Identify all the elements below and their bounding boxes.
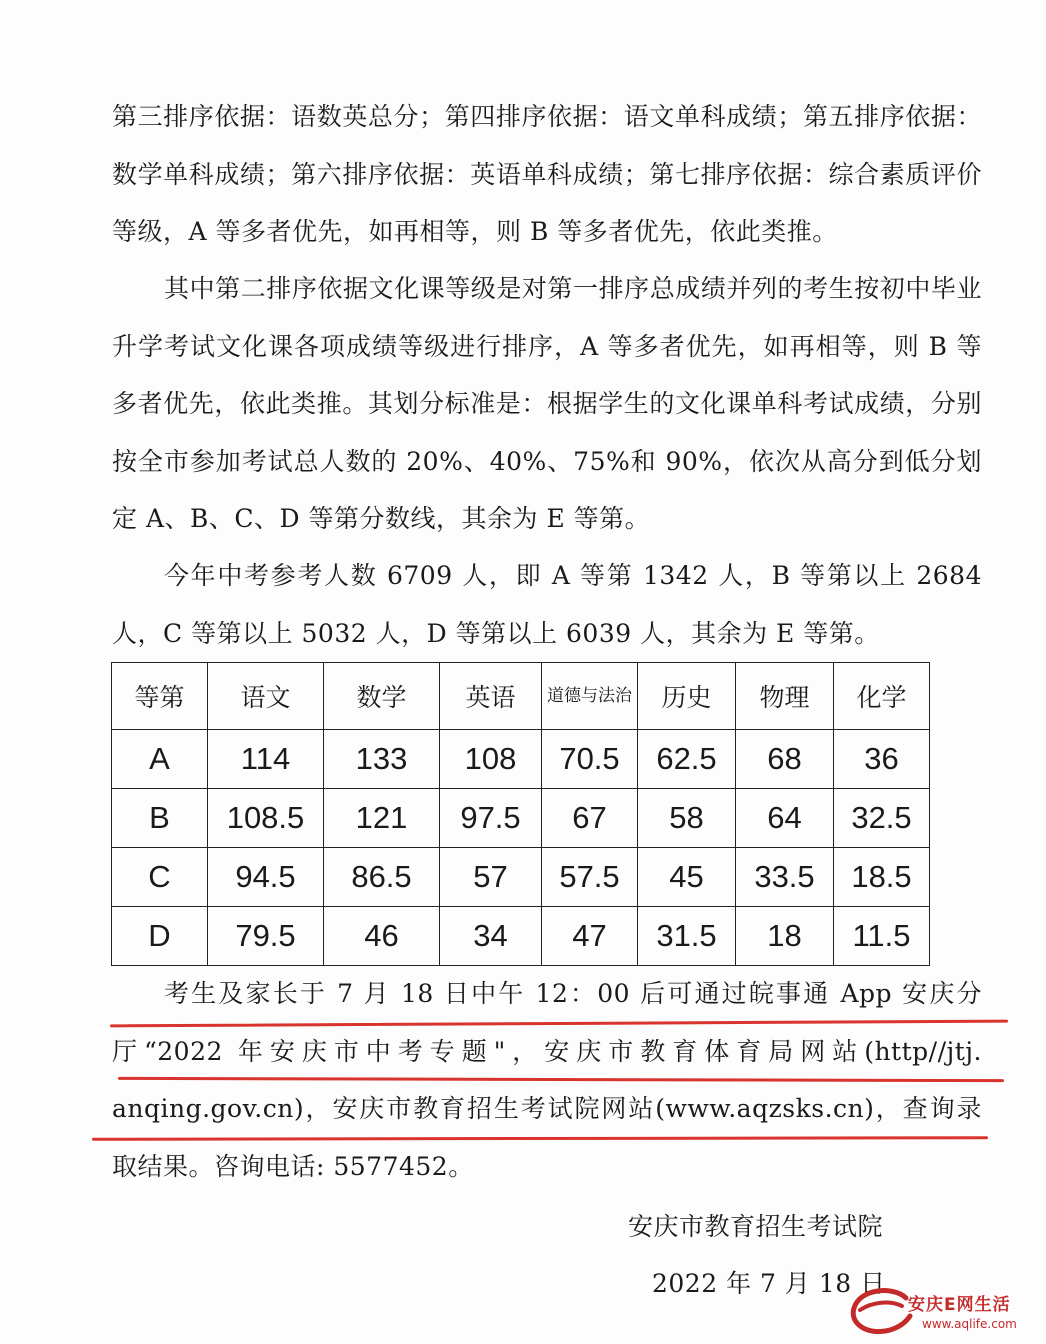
table-cell: 34 (440, 907, 542, 966)
table-cell: 97.5 (440, 789, 542, 848)
table-cell: 58 (638, 789, 736, 848)
table-cell: 121 (324, 789, 440, 848)
table-cell: 94.5 (208, 848, 324, 907)
table-cell: 57.5 (542, 848, 638, 907)
table-cell: 47 (542, 907, 638, 966)
table-cell: B (112, 789, 208, 848)
table-cell: 108 (440, 730, 542, 789)
table-cell: 18.5 (834, 848, 930, 907)
signature-date: 2022 年 7 月 18 日 (652, 1269, 886, 1298)
header-math: 数学 (324, 663, 440, 730)
table-row (112, 730, 930, 789)
header-grade: 等第 (112, 663, 208, 730)
table-row (112, 907, 930, 966)
table-cell: 32.5 (834, 789, 930, 848)
watermark-url: www.aqlife.com (922, 1317, 1017, 1331)
header-chemistry: 化学 (834, 663, 930, 730)
table-cell: 67 (542, 789, 638, 848)
table-cell: 11.5 (834, 907, 930, 966)
table-cell: 114 (208, 730, 324, 789)
table-cell: 33.5 (736, 848, 834, 907)
table-cell: 31.5 (638, 907, 736, 966)
table-cell: 46 (324, 907, 440, 966)
signature-org: 安庆市教育招生考试院 (628, 1212, 884, 1241)
table-cell: 70.5 (542, 730, 638, 789)
paragraph-query-info: 考生及家长于 7 月 18 日中午 12：00 后可通过皖事通 App 安庆分厅“2022 年安庆市中考专题"，安庆市教育体育局网站(http//jtj. anqing.gov.cn)，安庆市教育招生考试院网站(www.aqzsks.cn)，查询录取结果。咨询电话: 5577452。 (112, 979, 982, 1181)
table-cell: 45 (638, 848, 736, 907)
table-row (112, 848, 930, 907)
header-history: 历史 (638, 663, 736, 730)
table-cell: 79.5 (208, 907, 324, 966)
paragraph-ranking-basis: 第三排序依据：语数英总分；第四排序依据：语文单科成绩；第五排序依据：数学单科成绩；第六排序依据：英语单科成绩；第七排序依据：综合素质评价等级，A 等多者优先，如再相等，则 B 等多者优先，依此类推。 (112, 102, 982, 246)
header-chinese: 语文 (208, 663, 324, 730)
grade-cutoff-table (111, 662, 930, 966)
table-cell: 133 (324, 730, 440, 789)
table-row (112, 789, 930, 848)
table-cell: D (112, 907, 208, 966)
table-cell: A (112, 730, 208, 789)
table-cell: 57 (440, 848, 542, 907)
table-cell: 68 (736, 730, 834, 789)
header-physics: 物理 (736, 663, 834, 730)
watermark-name: 安庆E网生活 (908, 1295, 1011, 1315)
paragraph-candidate-count: 今年中考参考人数 6709 人，即 A 等第 1342 人，B 等第以上 2684 人，C 等第以上 5032 人，D 等第以上 6039 人，其余为 E 等第。 (112, 561, 982, 648)
header-morality-law: 道德与法治 (542, 663, 638, 730)
table-cell: 18 (736, 907, 834, 966)
table-header-row (112, 663, 930, 730)
header-english: 英语 (440, 663, 542, 730)
table-cell: C (112, 848, 208, 907)
e-logo-icon (846, 1284, 916, 1340)
table-cell: 62.5 (638, 730, 736, 789)
site-watermark (846, 1284, 1041, 1340)
table-cell: 36 (834, 730, 930, 789)
table-cell: 86.5 (324, 848, 440, 907)
table-cell: 108.5 (208, 789, 324, 848)
paragraph-grade-standard: 其中第二排序依据文化课等级是对第一排序总成绩并列的考生按初中毕业升学考试文化课各项成绩等级进行排序，A 等多者优先，如再相等，则 B 等多者优先，依此类推。其划分标准是：根据学生的文化课单科考试成绩，分别按全市参加考试总人数的 20%、40%、75%和 90%，依次从高分到低分划定 A、B、C、D 等第分数线，其余为 E 等第。 (112, 274, 982, 533)
table-cell: 64 (736, 789, 834, 848)
